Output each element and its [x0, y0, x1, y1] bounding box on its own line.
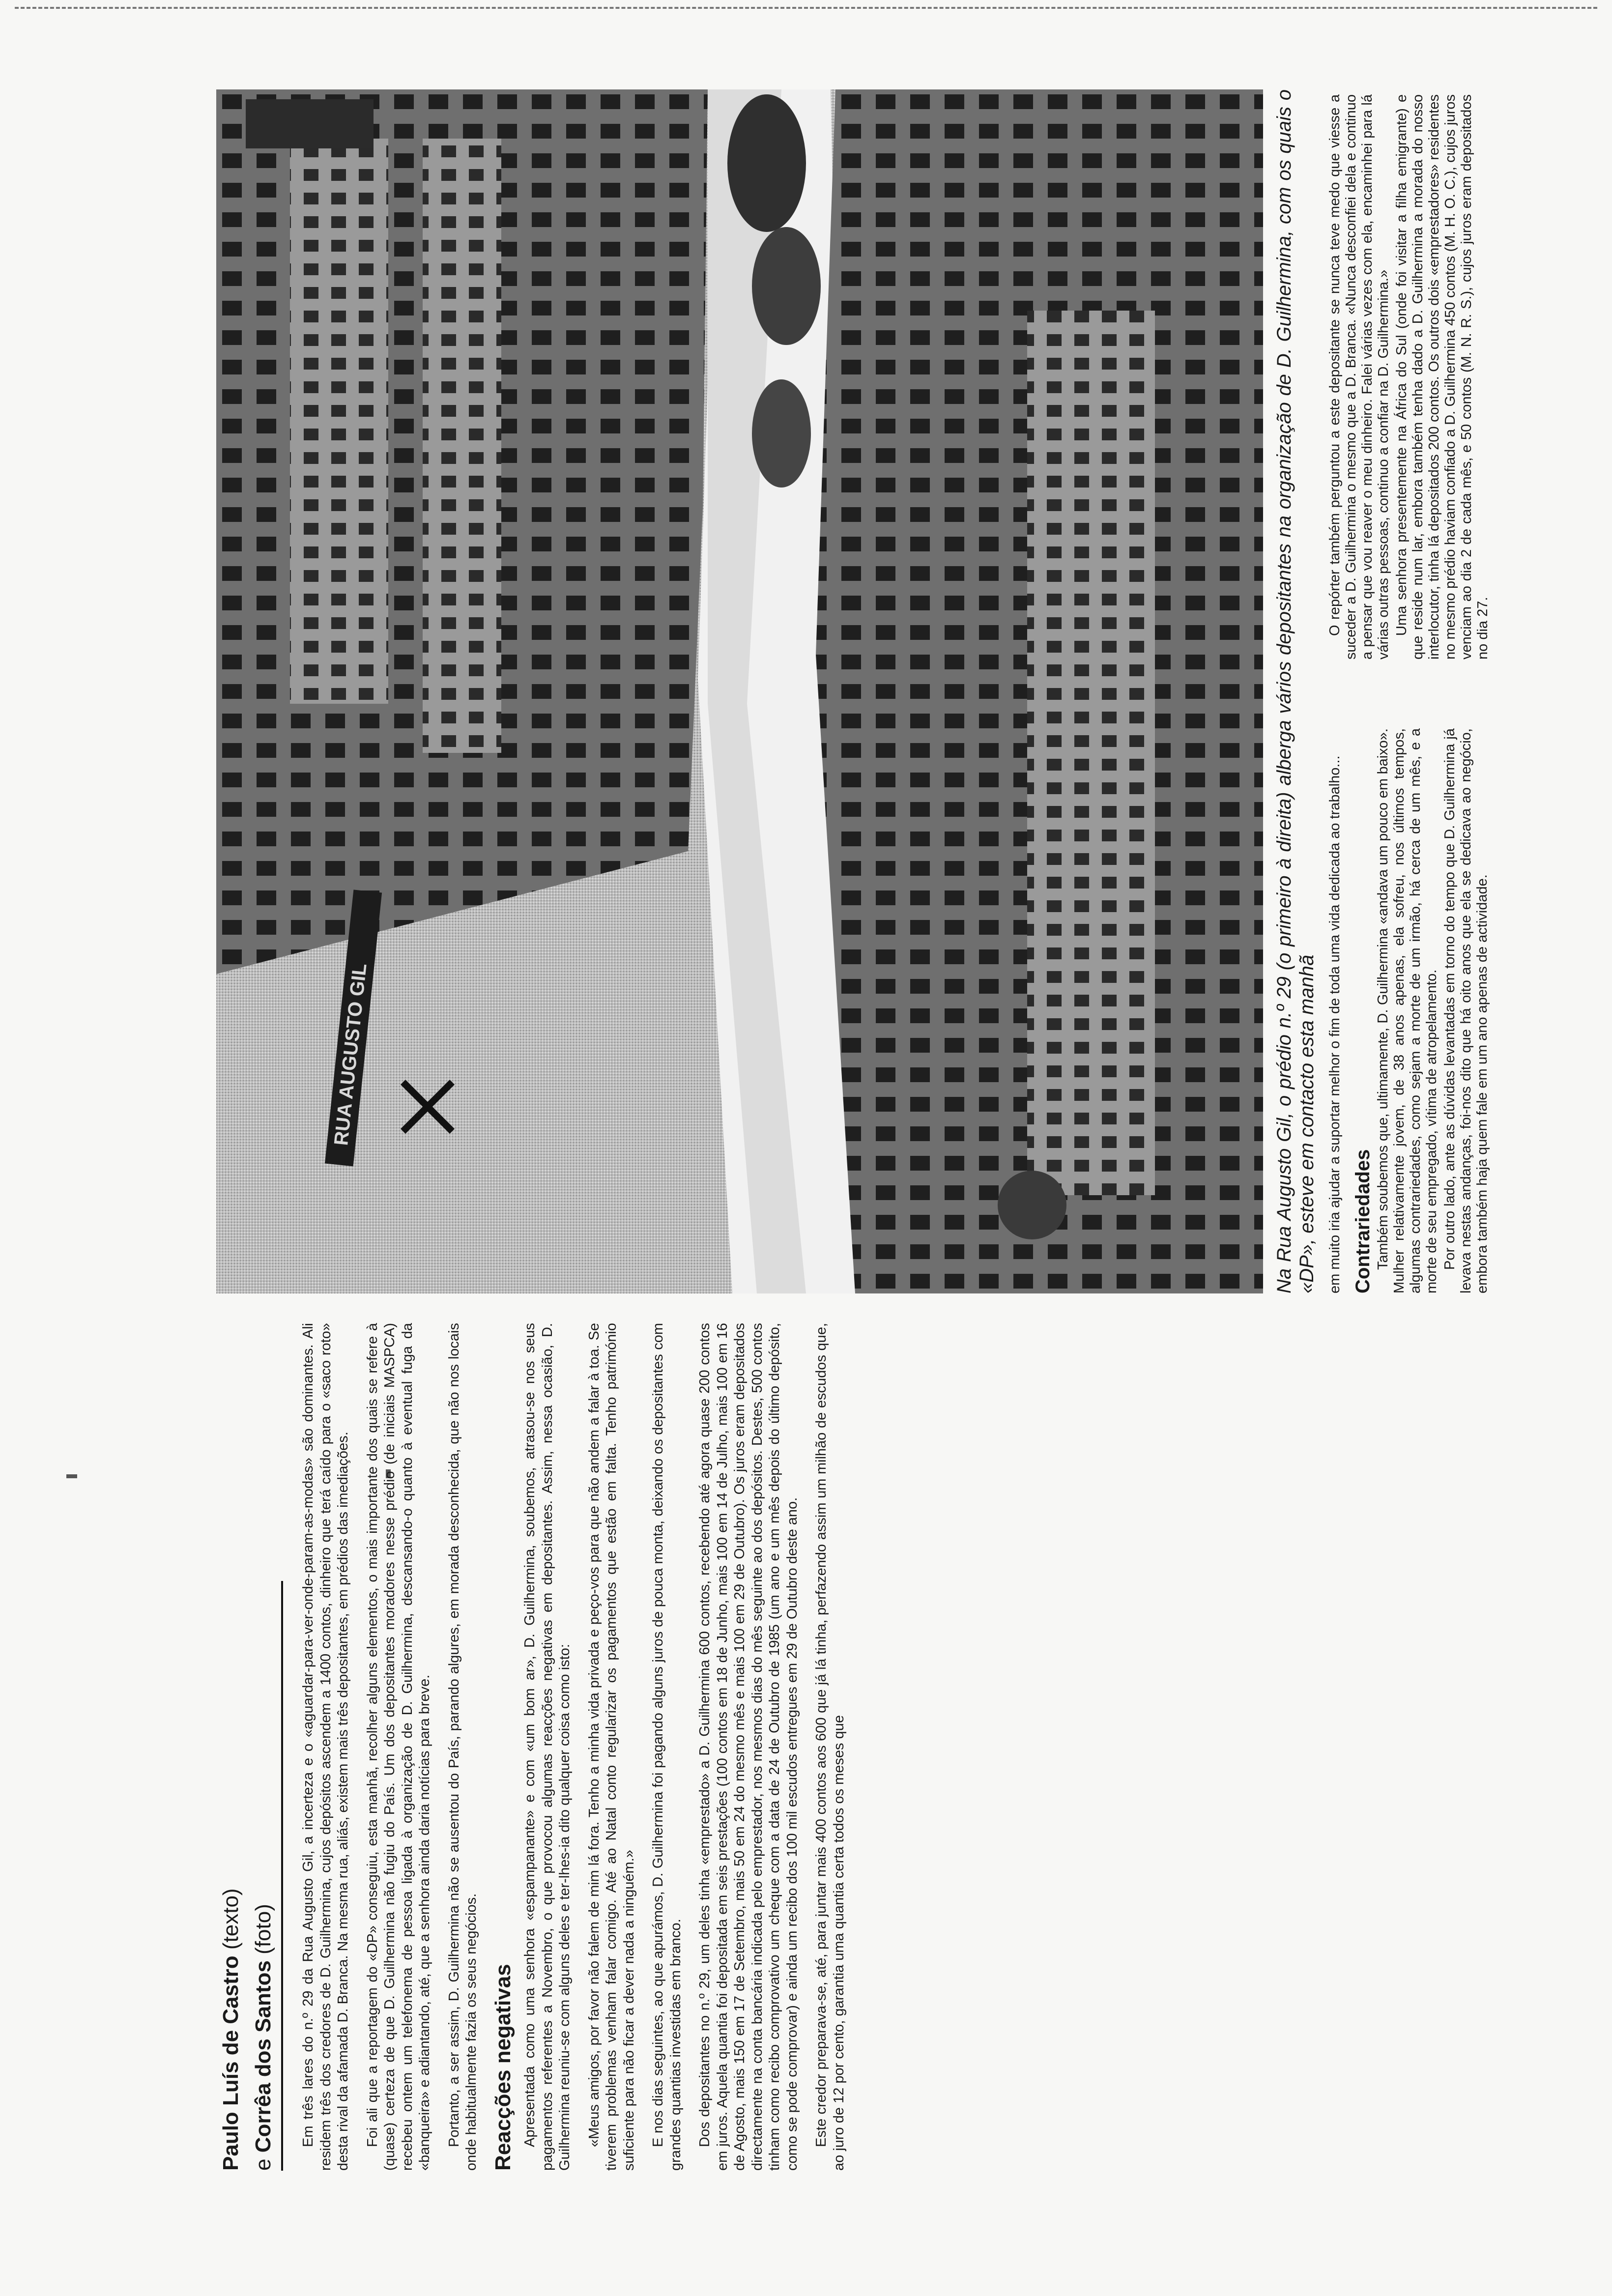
- column-depositante: [1327, 94, 1503, 660]
- body-paragraph: Dos depositantes no n.º 29, um deles tinha «emprestado» a D. Guilhermina 600 contos, recebendo até agora quase 200 contos em juros. Aquela quantia foi depositada em seis prestações (100 contos em 18 de Junho, mais 100 em 14 de Julho, mais 100 em 16 de Agosto, mais 150 em 17 de Setembro, mais 50 em 24 do mesmo mês e mais 100 em 29 de Outubro). Os juros eram depositados directamente na conta bancária indicada pelo emprestador, nos mesmos dias do mês seguinte ao dos depósitos. Destes, 500 contos tinham como recibo comprovativo um cheque com a data de 24 de Outubro de 1985 (um ano e um mês depois do último depósito, como se pode comprovar) e ainda um recibo dos 100 mil escudos entregues em 29 de Outubro deste ano.: [697, 1323, 800, 2171]
- photo-balconies: [290, 139, 388, 704]
- text-author-name: Paulo Luís de Castro: [219, 1955, 243, 2171]
- body-paragraph: E nos dias seguintes, ao que apurámos, D. Guilhermina foi pagando alguns juros de pouca monta, deixando os depositantes com grandes quantias investidas em branco.: [650, 1323, 684, 2171]
- intro-paragraph: Portanto, a ser assim, D. Guilhermina não se ausentou do País, parando algures, em morada desconhecida, que não nos locais onde habitualmente fazia os seus negócios.: [446, 1323, 479, 2171]
- byline-text-author: [216, 1323, 246, 2171]
- text-author-role: (texto): [219, 1888, 243, 1950]
- article-text-block: [216, 1323, 1283, 2171]
- photo-clock: [998, 1171, 1066, 1239]
- street-photo: [216, 89, 1263, 1293]
- column-contrariedades: [1327, 728, 1502, 1293]
- body-paragraph: O repórter também perguntou a este depositante se nunca teve medo que viesse a suceder a D. Guilhermina o mesmo que a D. Branca. «Nunca desconfiei dela e continuo a pensar que vou reaver o meu dinheiro. Falei várias vezes com ela, encaminhei para lá várias outras pessoas, continuo a confiar na D. Guilhermina.»: [1327, 94, 1391, 660]
- body-paragraph: «Meus amigos, por favor não falem de mim lá fora. Tenho a minha vida privada e peço-vos para que não andem a falar à toa. Se tiverem problemas venham falar comigo. Até ao Natal conto regularizar os pagamentos que estão em falta. Tenho património suficiente para não ficar a dever nada a ninguém.»: [586, 1323, 637, 2171]
- street-photo-drawing: [216, 89, 1263, 1293]
- body-paragraph: Também soubemos que, ultimamente, D. Guilhermina «andava um pouco em baixo». Mulher relativamente jovem, de 38 anos apenas, ela sofreu, nos últimos tempos, algumas contrariedades, como sejam a morte de um irmão, há cerca de um mês, e a morte de seu empregado, vítima de atropelamento.: [1375, 728, 1439, 1293]
- photo-car: [752, 227, 821, 345]
- body-paragraph: Uma senhora presentemente na África do Sul (onde foi visitar a filha emigrante) e que reside num lar, embora também tenha dado a D. Guilhermina a morada do nosso interlocutor, tinha lá depositados 200 contos. Os outros dois «emprestadores» residentes no mesmo prédio haviam confiado a D. Guilhermina 450 contos (M. H. O. C.), cujos juros venciam ao dia 2 de cada mês, e 50 contos (M. N. R. S.), cujos juros eram depositados no dia 27.: [1394, 94, 1491, 660]
- intro-paragraph: Em três lares do n.º 29 da Rua Augusto Gil, a incerteza e o «aguardar-para-ver-onde-param-as-modas» são dominantes. Ali residem três dos credores de D. Guilhermina, cujos depósitos ascendem a 1400 contos, dinheiro que terá caído para o «saco roto» desta rival da afamada D. Branca. Na mesma rua, aliás, existem mais três depositantes, em prédios das imediações.: [300, 1323, 351, 2171]
- body-paragraph: em muito iria ajudar a suportar melhor o fim de toda uma vida dedicada ao trabalho...: [1327, 755, 1343, 1293]
- photo-author-role: (foto): [251, 1904, 275, 1954]
- photo-author-name: Corrêa dos Santos: [251, 1960, 275, 2153]
- intro-paragraph: Foi ali que a reportagem do «DP» conseguiu, esta manhã, recolher alguns elementos, o mais importante dos quais se refere à (quase) certeza de que D. Guilhermina não fugiu do País. Um dos depositantes moradores nesse prédio (de iniciais MASPCA) recebeu ontem um telefonema de pessoa ligada à organização de D. Guilhermina, descansando-o quanto à eventual fuga da «banqueira» e adiantando, até, que a senhora ainda daria notícias para breve.: [364, 1323, 432, 2171]
- section-heading: Reacções negativas: [490, 1964, 515, 2171]
- photo-caption: Na Rua Augusto Gil, o prédio n.º 29 (o primeiro à direita) alberga vários depositantes na organização de D. Guilhermina, com os quais o «DP», esteve em contacto esta manhã: [1273, 89, 1318, 1293]
- body-paragraph: Este credor preparava-se, até, para juntar mais 400 contos aos 600 que já lá tinha, perfazendo assim um milhão de escudos que, ao juro de 12 por cento, garantia uma quantia certa todos os meses que: [813, 1323, 847, 2171]
- photo-author-prefix: e: [251, 2158, 275, 2171]
- body-paragraph: Apresentada como uma senhora «espampanante» e com «um bom ar», D. Guilhermina, soubemos, atrasou-se nos seus pagamentos referentes a Novembro, o que provocou algumas reacções negativas em depositantes. Assim, nessa ocasião, D. Guilhermina reuniu-se com alguns deles e ter-lhes-ia dito qualquer coisa como isto:: [522, 1323, 573, 2171]
- section-heading: Contrariedades: [1352, 1149, 1374, 1293]
- photo-street-sign-text: RUA AUGUSTO GIL: [330, 962, 371, 1147]
- photo-corner-building: [246, 99, 374, 148]
- photo-balconies: [423, 139, 501, 753]
- photo-car: [752, 379, 811, 488]
- byline-rule: [281, 1581, 283, 2171]
- photo-car: [727, 94, 806, 232]
- byline-photo-author: [249, 1323, 278, 2171]
- body-paragraph: Por outro lado, ante as dúvidas levantadas em torno do tempo que D. Guilhermina já levava nestas andanças, foi-nos dito que há oito anos que ela se dedicava ao negócio, embora também haja quem fale em um ano apenas de actividade.: [1442, 728, 1490, 1293]
- photo-facade-detail: [1027, 311, 1155, 1195]
